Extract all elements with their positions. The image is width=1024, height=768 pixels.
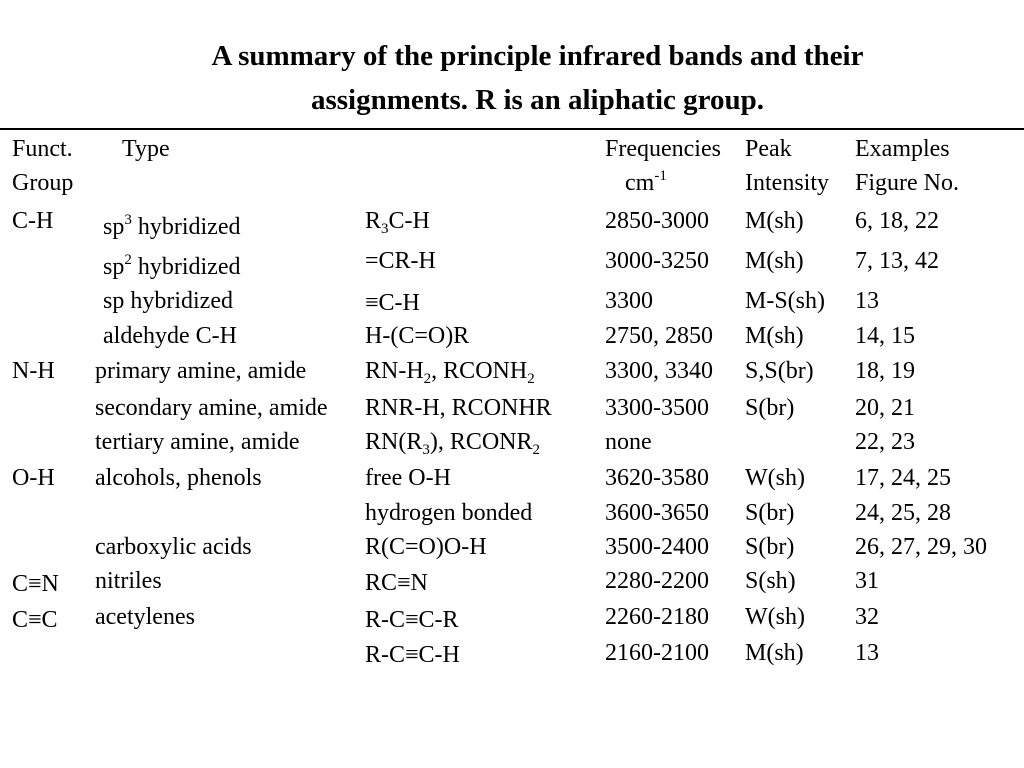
structure-secondary: RNR-H, RCONHR	[365, 395, 552, 421]
intensity-cell: M(sh)	[745, 640, 804, 666]
intensity-cell: S(sh)	[745, 568, 796, 594]
structure-tertiary-subscript-1: 3	[422, 442, 430, 458]
intensity-cell: S,S(br)	[745, 358, 814, 384]
type-tertiary-amine: tertiary amine, amide	[95, 429, 300, 455]
examples-cell: 32	[855, 604, 879, 630]
structure-aldehyde: H-(C=O)R	[365, 323, 470, 349]
frequency-cell: 2160-2100	[605, 640, 709, 666]
type-sp-hybridized: sp hybridized	[103, 288, 233, 314]
structure-primary-prefix: RN-H	[365, 358, 424, 384]
header-group	[12, 135, 73, 197]
header-examples	[855, 135, 959, 197]
type-sp3-suffix: hybridized	[131, 214, 241, 240]
structure-tertiary-subscript-2: 2	[532, 442, 541, 458]
examples-cell: 18, 19	[855, 358, 915, 384]
frequency-cell: none	[605, 429, 652, 455]
examples-cell: 17, 24, 25	[855, 465, 951, 491]
header-examples-line-2: Figure No.	[855, 170, 959, 196]
header-rule	[0, 128, 1024, 130]
structure-primary-subscript-2: 2	[527, 371, 535, 387]
group-nh: N-H	[12, 358, 55, 384]
structure-alkyne: ≡C-H	[365, 290, 420, 316]
structure-carboxylic: R(C=O)O-H	[365, 534, 487, 560]
intensity-cell: W(sh)	[745, 465, 805, 491]
intensity-cell: M(sh)	[745, 323, 804, 349]
examples-cell: 20, 21	[855, 395, 915, 421]
structure-r3ch-suffix: C-H	[388, 208, 430, 234]
type-sp2-suffix: hybridized	[131, 254, 241, 280]
examples-cell: 13	[855, 288, 879, 314]
type-aldehyde: aldehyde C-H	[103, 323, 237, 349]
frequency-cell: 3000-3250	[605, 248, 709, 274]
type-sp2-prefix: sp	[103, 254, 125, 280]
type-secondary-amine: secondary amine, amide	[95, 395, 328, 421]
intensity-cell: S(br)	[745, 395, 795, 421]
examples-cell: 31	[855, 568, 879, 594]
frequency-cell: 2260-2180	[605, 604, 709, 630]
structure-alkene: =CR-H	[365, 248, 436, 274]
group-cc: C≡C	[12, 607, 58, 633]
frequency-cell: 3300-3500	[605, 395, 709, 421]
structure-nitrile: RC≡N	[365, 570, 428, 596]
type-carboxylic-acids: carboxylic acids	[95, 534, 252, 560]
intensity-cell: S(br)	[745, 534, 795, 560]
frequency-cell: 3500-2400	[605, 534, 709, 560]
intensity-cell: M(sh)	[745, 248, 804, 274]
type-sp3-hybridized	[103, 213, 240, 241]
examples-cell: 24, 25, 28	[855, 500, 951, 526]
structure-r3ch-prefix: R	[365, 208, 382, 234]
structure-primary-middle: , RCONH	[431, 358, 528, 384]
header-frequencies	[605, 135, 721, 197]
structure-tertiary	[365, 428, 540, 456]
frequency-cell: 3300	[605, 288, 653, 314]
group-cn: C≡N	[12, 571, 59, 597]
examples-cell: 22, 23	[855, 429, 915, 455]
intensity-cell: W(sh)	[745, 604, 805, 630]
group-ch: C-H	[12, 208, 54, 234]
examples-cell: 14, 15	[855, 323, 915, 349]
type-primary-amine: primary amine, amide	[95, 358, 307, 384]
header-group-line-1: Funct.	[12, 136, 73, 162]
structure-tertiary-middle: ), RCONR	[429, 429, 533, 455]
frequency-cell: 3600-3650	[605, 500, 709, 526]
examples-cell: 6, 18, 22	[855, 208, 939, 234]
structure-tertiary-prefix: RN(R	[365, 429, 423, 455]
title-line-2: assignments. R is an aliphatic group.	[310, 84, 765, 116]
structure-internal-alkyne: R-C≡C-R	[365, 607, 459, 633]
examples-cell: 7, 13, 42	[855, 248, 939, 274]
header-frequencies-unit-base: cm	[625, 170, 655, 196]
header-peak-intensity	[745, 135, 829, 197]
structure-free-oh: free O-H	[365, 465, 451, 491]
table-title	[0, 34, 1024, 122]
intensity-cell: M-S(sh)	[745, 288, 826, 314]
type-alcohols-phenols: alcohols, phenols	[95, 465, 262, 491]
header-frequencies-unit	[605, 169, 721, 197]
examples-cell: 13	[855, 640, 879, 666]
header-group-line-2: Group	[12, 170, 74, 196]
header-peak-line-1: Peak	[745, 136, 792, 162]
frequency-cell: 2750, 2850	[605, 323, 713, 349]
structure-hydrogen-bonded: hydrogen bonded	[365, 500, 533, 526]
intensity-cell: S(br)	[745, 500, 795, 526]
structure-r3ch-subscript: 3	[381, 221, 389, 237]
header-type: Type	[122, 136, 170, 162]
frequency-cell: 3300, 3340	[605, 358, 713, 384]
type-sp3-prefix: sp	[103, 214, 125, 240]
structure-r3ch	[365, 207, 430, 235]
type-sp2-superscript: 2	[124, 252, 132, 268]
header-frequencies-unit-exponent: -1	[654, 168, 667, 184]
group-oh: O-H	[12, 465, 55, 491]
type-sp2-hybridized	[103, 253, 240, 281]
frequency-cell: 2280-2200	[605, 568, 709, 594]
structure-terminal-alkyne: R-C≡C-H	[365, 642, 460, 668]
header-peak-line-2: Intensity	[745, 170, 829, 196]
header-frequencies-line-1: Frequencies	[605, 136, 721, 162]
type-sp3-superscript: 3	[124, 212, 132, 228]
title-line-1: A summary of the principle infrared bands and their	[211, 40, 864, 72]
type-acetylenes: acetylenes	[95, 604, 195, 630]
structure-primary-subscript-1: 2	[423, 371, 432, 387]
intensity-cell: M(sh)	[745, 208, 804, 234]
type-nitriles: nitriles	[95, 568, 162, 594]
frequency-cell: 2850-3000	[605, 208, 709, 234]
frequency-cell: 3620-3580	[605, 465, 709, 491]
structure-primary	[365, 357, 535, 385]
examples-cell: 26, 27, 29, 30	[855, 534, 987, 560]
header-examples-line-1: Examples	[855, 136, 950, 162]
